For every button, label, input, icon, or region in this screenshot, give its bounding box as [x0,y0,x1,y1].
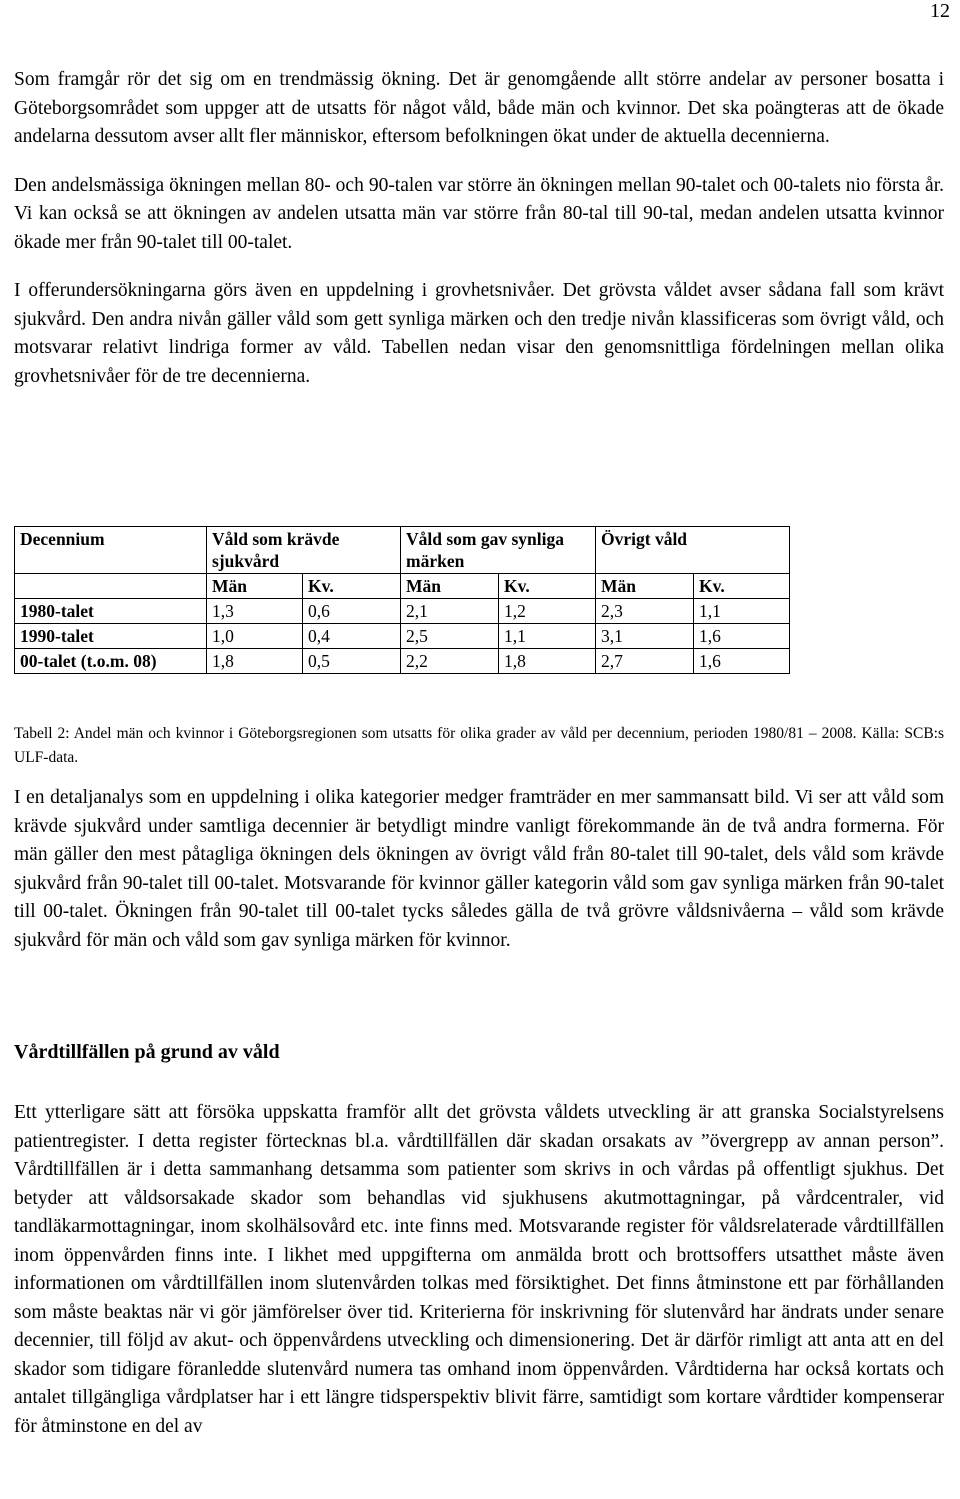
table-cell: 1,3 [207,599,303,624]
table-cell: 1,1 [499,624,596,649]
table-row [15,649,790,674]
row-decade: 1980-talet [15,599,207,624]
table-row [15,624,790,649]
table-cell: 1,8 [499,649,596,674]
paragraph-severity: I offerundersökningarna görs även en uppdelning i grovhetsnivåer. Det grövsta våldet avser sådana fall som krävt sjukvård. Den andra nivån gäller våld som gett synliga märken och den tredje nivån klassificeras som övrigt våld, och motsvarar relativt lindriga former av våld. Tabellen nedan visar den genomsnittliga fördelningen mellan olika grovhetsnivåer för de tre decennierna. [14,280,944,387]
table-cell: 3,1 [596,624,694,649]
header-decade: Decennium [15,527,207,574]
row-decade: 1990-talet [15,624,207,649]
table-cell: 1,6 [694,624,790,649]
table-cell: 1,6 [694,649,790,674]
table-cell: 2,7 [596,649,694,674]
table-cell: 1,0 [207,624,303,649]
table-cell: 2,3 [596,599,694,624]
table-cell: 0,4 [303,624,401,649]
header-other: Övrigt våld [596,527,790,574]
section-heading: Vårdtillfällen på grund av våld [14,1041,280,1063]
table-cell: 1,8 [207,649,303,674]
row-decade: 00-talet (t.o.m. 08) [15,649,207,674]
table-header-row [15,527,790,574]
table-cell: 1,1 [694,599,790,624]
document-body [14,66,944,1437]
subheader-cell: Kv. [303,574,401,599]
subheader-cell: Kv. [499,574,596,599]
subheader-cell: Män [401,574,499,599]
header-marks: Våld som gav synliga märken [401,527,596,574]
table-cell: 2,2 [401,649,499,674]
paragraph-increase: Den andelsmässiga ökningen mellan 80- och 90-talen var större än ökningen mellan 90-talet och 00-talets nio första år. Vi kan också se att ökningen av andelen utsatta män var större från 80-tal till 90-tal, medan andelen utsatta kvinnor ökade mer från 90-talet till 00-talet. [14,174,944,253]
page-number: 12 [930,0,950,22]
header-care: Våld som krävde sjukvård [207,527,401,574]
subheader-cell: Män [596,574,694,599]
table-cell: 0,6 [303,599,401,624]
violence-severity-table [14,526,790,674]
table-cell: 0,5 [303,649,401,674]
paragraph-care-register: Ett ytterligare sätt att försöka uppskatta framför allt det grövsta våldets utveckling är att granska Socialstyrelsens patientregister. I detta register förtecknas bl.a. vårdtillfällen där skadan orsakats av ”övergrepp av annan person”. Vårdtillfällen är i detta sammanhang detsamma som patienter som skrivs in och vårdas på offentligt sjukhus. Det betyder att våldsorsakade skador som behandlas vid sjukhusens akutmottagningar, på vårdcentraler, vid tandläkarmottagningar, inom skolhälsovård etc. inte finns med. Motsvarande register för våldsrelaterade vårdtillfällen inom öppenvården finns inte. I likhet med uppgifterna om anmälda brott och brottsoffers utsatthet måste även informationen om vårdtillfällen inom slutenvården tolkas med försiktighet. Det finns åtminstone ett par förhållanden som måste beaktas när vi gör jämförelser över tid. Kriterierna för inskrivning för slutenvård har ändrats under senare decennier, till följd av akut- och öppenvårdens utveckling och dimensionering. Det är därför rimligt att anta att en del skador som tidigare föranledde slutenvård numera tas omhand inom öppenvården. Vårdtiderna har också kortats och antalet tillgängliga vårdplatser har i ett längre tidsperspektiv blivit färre, samtidigt som kortare vårdtider kompenserar för åtminstone en del av [14,1102,944,1437]
paragraph-trend: Som framgår rör det sig om en trendmässig ökning. Det är genomgående allt större andelar av personer bosatta i Göteborgsområdet som uppger att de utsatts för något våld, både män och kvinnor. Det ska poängteras att de ökade andelarna dessutom avser allt fler människor, eftersom befolkningen ökat under de aktuella decennierna. [14,69,944,147]
table-cell: 2,5 [401,624,499,649]
paragraph-analysis: I en detaljanalys som en uppdelning i olika kategorier medger framträder en mer sammansatt bild. Vi ser att våld som krävde sjukvård under samtliga decennier är betydligt mindre vanligt förekommande än de två andra formerna. För män gäller den mest påtagliga ökningen dels ökningen av övrigt våld från 80-talet till 90-talet, dels våld som krävde sjukvård från 90-talet till 00-talet. Motsvarande för kvinnor gäller kategorin våld som gav synliga märken från 90-talet till 00-talet. Ökningen från 90-talet till 00-talet tycks således gälla de två grövre våldsnivåerna – våld som krävde sjukvård för män och våld som gav synliga märken för kvinnor. [14,787,944,951]
table-caption: Tabell 2: Andel män och kvinnor i Göteborgsregionen som utsatts för olika grader av våld per decennium, perioden 1980/81 – 2008. Källa: SCB:s ULF-data. [14,724,944,766]
table-row [15,599,790,624]
table-cell: 1,2 [499,599,596,624]
table-cell: 2,1 [401,599,499,624]
subheader-cell: Kv. [694,574,790,599]
subheader-cell: Män [207,574,303,599]
table-subheader-row [15,574,790,599]
subheader-empty [15,574,207,599]
